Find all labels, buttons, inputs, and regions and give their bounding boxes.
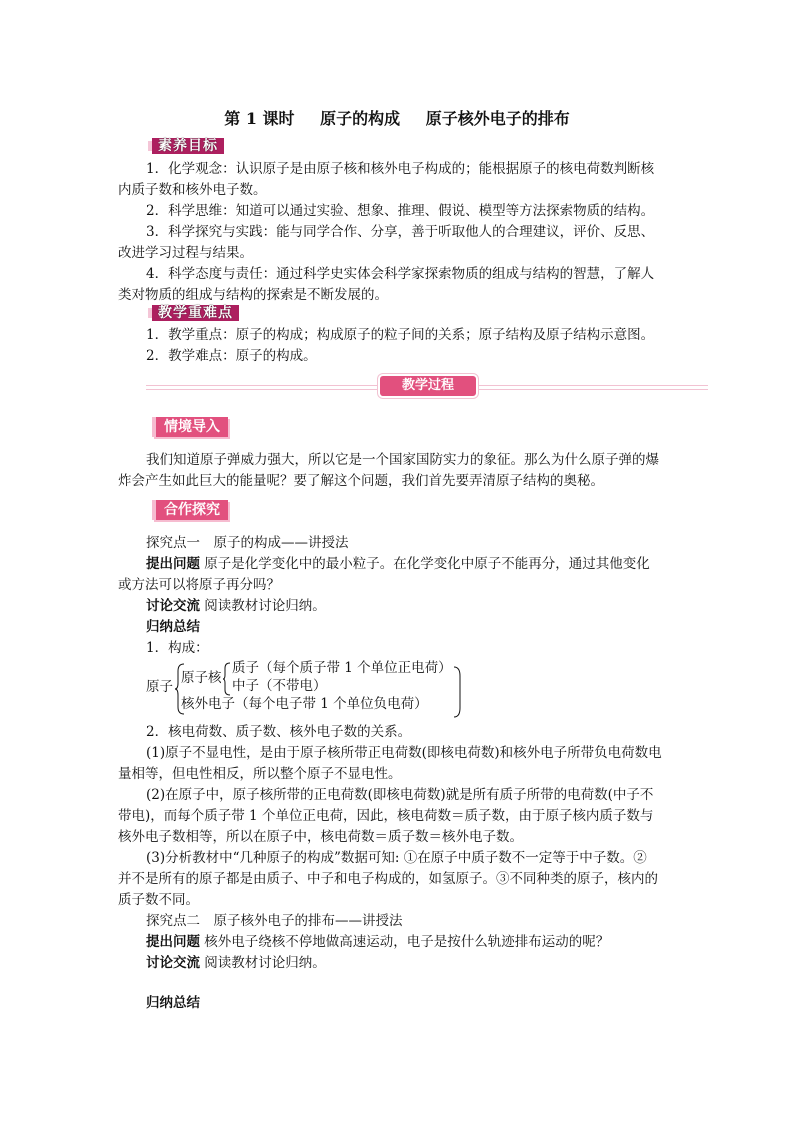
intro-line-2: 炸会产生如此巨大的能量呢？要了解这个问题，我们首先要弄清原子结构的奥秘。 [118, 473, 604, 489]
para-1-line-2: 量相等，但电性相反，所以整个原子不显电性。 [118, 766, 402, 782]
para-3-line-2: 并不是所有的原子都是由质子、中子和电子构成的，如氢原子。③不同种类的原子，核内的 [118, 871, 658, 887]
discussion-1-label: 讨论交流 [146, 598, 200, 614]
para-2-line-1: (2)在原子中，原子核所带的正电荷数(即核电荷数)就是所有质子所带的电荷数(中子不 [146, 787, 654, 803]
lesson-number: 第 1 课时 [224, 109, 295, 128]
discussion-2 [146, 953, 676, 973]
explore-heading: 合作探究 [152, 500, 228, 520]
goal-3-line-2: 改进学习过程与结果。 [118, 245, 253, 261]
question-1-line-1 [146, 554, 676, 574]
tree-nucleus: 原子核 [181, 670, 222, 686]
question-1-text-1: 原子是化学变化中的最小粒子。在化学变化中原子不能再分，通过其他变化 [204, 556, 650, 572]
question-2-text: 核外电子绕核不停地做高速运动，电子是按什么轨迹排布运动的呢？ [204, 934, 610, 950]
discussion-1-text: 阅读教材讨论归纳。 [204, 598, 326, 614]
intro-heading: 情境导入 [152, 417, 228, 437]
discussion-2-label: 讨论交流 [146, 955, 200, 971]
para-2-line-2: 带电)，而每个质子带 1 个单位正电荷，因此，核电荷数＝质子数，由于原子核内质子数与 [118, 808, 654, 824]
summary-2-label: 归纳总结 [146, 995, 200, 1011]
explore-point-2: 探究点二 原子核外电子的排布——讲授法 [146, 913, 403, 929]
goal-2: 2．科学思维：知道可以通过实验、想象、推理、假说、模型等方法探索物质的结构。 [146, 203, 655, 219]
tree-neutron: 中子（不带电） [232, 678, 327, 694]
question-1-label: 提出问题 [146, 556, 200, 572]
explore-point-1: 探究点一 原子的构成——讲授法 [146, 535, 349, 551]
goal-3-line-1: 3．科学探究与实践：能与同学合作、分享，善于听取他人的合理建议，评价、反思、 [146, 224, 655, 240]
para-2-line-3: 核外电子数相等，所以在原子中，核电荷数＝质子数＝核外电子数。 [118, 829, 523, 845]
goal-1-line-2: 内质子数和核外电子数。 [118, 182, 267, 198]
keypoint-difficulty: 2．教学难点：原子的构成。 [146, 348, 317, 364]
discussion-2-text: 阅读教材讨论归纳。 [204, 955, 326, 971]
question-2 [146, 932, 676, 952]
goals-heading: 素养目标 [152, 138, 224, 154]
title-part-1: 原子的构成 [320, 109, 401, 128]
goal-4-line-1: 4．科学态度与责任：通过科学史实体会科学家探索物质的组成与结构的智慧，了解人 [146, 266, 655, 282]
question-2-label: 提出问题 [146, 934, 200, 950]
page-title [0, 106, 794, 129]
summary-relation: 2．核电荷数、质子数、核外电子数的关系。 [146, 724, 412, 740]
summary-1-label: 归纳总结 [146, 619, 200, 635]
tree-right-bracket [452, 666, 464, 718]
para-3-line-1: (3)分析教材中“几种原子的构成”数据可知: ①在原子中质子数不一定等于中子数。② [146, 850, 647, 866]
intro-line-1: 我们知道原子弹威力强大，所以它是一个国家国防实力的象征。那么为什么原子弹的爆 [146, 452, 659, 468]
discussion-1 [146, 596, 676, 616]
title-part-2: 原子核外电子的排布 [425, 109, 570, 128]
tree-electron: 核外电子（每个电子带 1 个单位负电荷） [181, 696, 428, 712]
goal-4-line-2: 类对物质的组成与结构的探索是不断发展的。 [118, 287, 388, 303]
para-1-line-1: (1)原子不显电性，是由于原子核所带正电荷数(即核电荷数)和核外电子所带负电荷数电 [146, 745, 662, 761]
tree-proton: 质子（每个质子带 1 个单位正电荷） [232, 660, 452, 676]
para-3-line-3: 质子数不同。 [118, 892, 199, 908]
question-1-text-2: 或方法可以将原子再分吗？ [118, 577, 280, 593]
summary-1-composition: 1．构成： [146, 640, 209, 656]
keypoints-heading: 教学重难点 [152, 305, 239, 321]
tree-atom: 原子 [146, 679, 173, 695]
process-label: 教学过程 [380, 376, 476, 396]
goal-1-line-1: 1．化学观念：认识原子是由原子核和核外电子构成的；能根据原子的核电荷数判断核 [146, 161, 655, 177]
keypoint-focus: 1．教学重点：原子的构成；构成原子的粒子间的关系；原子结构及原子结构示意图。 [146, 327, 655, 343]
tree-inner-brace [222, 662, 232, 696]
